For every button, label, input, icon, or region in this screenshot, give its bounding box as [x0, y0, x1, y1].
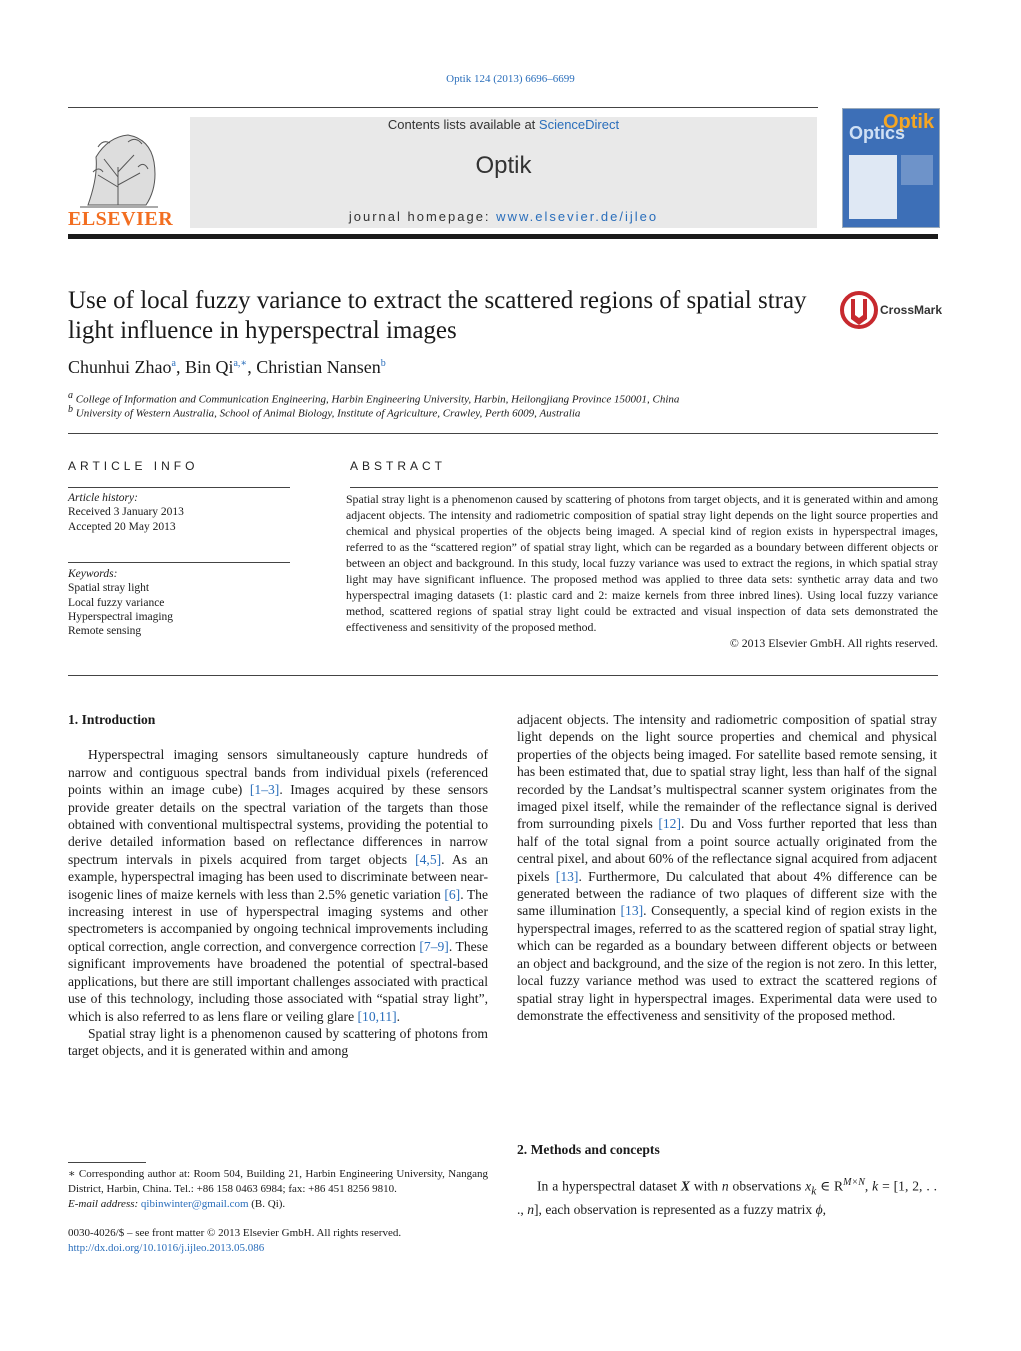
affiliation-mark: a: [68, 390, 73, 401]
paragraph-text: .: [396, 1008, 401, 1024]
keywords-label: Keywords:: [68, 568, 118, 580]
footnote-rule: [68, 1162, 146, 1163]
article-title: Use of local fuzzy variance to extract the scattered regions of spatial stray light influence in hyperspectral images: [68, 287, 807, 344]
affiliation-mark: b: [68, 404, 73, 415]
paragraph-text: Hyperspectral imaging sensors simultaneously capture hundreds of narrow and contiguous spectral bands from individual pixels (referenced points within an image cube): [68, 747, 488, 798]
methods-paragraph-1: [517, 1174, 937, 1218]
crossmark-icon: [840, 291, 878, 329]
reference-link[interactable]: [13]: [620, 903, 644, 919]
journal-cover-thumbnail[interactable]: [842, 108, 940, 228]
math-symbol: n: [527, 1202, 534, 1218]
math-symbol: ϕ: [815, 1202, 823, 1218]
author-list: Chunhui Zhao$^a$, Bin $Qi^{a,∗}$, Christian Nansen$^b$: [68, 357, 386, 377]
math-symbol: x: [805, 1178, 812, 1194]
history-label: Article history:: [68, 492, 138, 504]
reference-link[interactable]: [6]: [444, 886, 461, 902]
cover-title-2: Optics: [849, 123, 906, 143]
cover-contents-box: [849, 155, 897, 219]
methods-section: [517, 1141, 937, 1218]
footnote-star: ∗: [68, 1168, 76, 1180]
crossmark-badge[interactable]: [840, 291, 943, 329]
keyword: Remote sensing: [68, 625, 142, 638]
body-column-left: [68, 711, 488, 1060]
header-thick-rule: [68, 234, 938, 239]
methods-text: = [1, 2, . . .,: [517, 1178, 938, 1218]
email-suffix: (B. Qi).: [248, 1198, 286, 1210]
math-symbol: X: [680, 1178, 690, 1194]
methods-text: ], each observation is represented as a fuzzy matrix: [534, 1202, 816, 1218]
article-info-rule: [68, 487, 290, 488]
reference-link[interactable]: [1–3]: [249, 782, 280, 798]
article-history: [68, 491, 290, 534]
corresponding-author-footnote: [68, 1167, 488, 1212]
author-name: Bin Qi: [184, 357, 234, 377]
paragraph-text: . As an example, hyperspectral imaging has been used to discriminate between near-isogenic lines of maize kernels with less than 2.5% genetic variation: [68, 851, 488, 902]
email-link[interactable]: qibinwinter@gmail.com: [140, 1198, 249, 1210]
paragraph-text: . The increasing interest in use of hyperspectral imaging systems and other spectrometers is accompanied by ongoing technical improvements including optical correction, angle correction, and convergence correction: [68, 886, 489, 954]
abstract-text: Spatial stray light is a phenomenon caused by scattering of photons from target objects, and it is generated within and among adjacent objects. The intensity and radiometric composition of spatial stray light depends on the light source properties and chemical and physical properties of the objects being imaged. A special kind of region exists in hyperspectral images, referred to as the “scattered region” of spatial stray light, which can be regarded as a boundary between different objects or between an object and background. In this study, local fuzzy variance was used to extract the regions, in which spatial stray light may have significant influence. The proposed method was applied to three data sets: synthetic array data and two hyperspectral imaging datasets (1: plastic card and 2: maize kernels from three inbred lines). Using local fuzzy variance method, scattered regions of spatial stray light could be extracted and visual inspection of data sets demonstrated the effectiveness and sensitivity of the proposed method.: [346, 492, 938, 634]
cover-title-1: Optik: [883, 111, 935, 133]
journal-citation[interactable]: Optik 124 (2013) 6696–6699: [446, 73, 575, 85]
body-column-right: [517, 711, 937, 1024]
sciencedirect-link[interactable]: ScienceDirect: [538, 117, 620, 132]
paragraph-text: . These significant improvements have broadened the potential of spectral-based applications, but there are still important challenges associated with practical use of this technology, including those associated with “spatial stray light”, which is also referred to as lens flare or veiling glare: [68, 938, 488, 1024]
author-name: Chunhui Zhao: [68, 357, 172, 377]
keywords-rule: [68, 562, 290, 563]
math-symbol: n: [721, 1178, 729, 1194]
keyword: Spatial stray light: [68, 582, 150, 595]
doi-link[interactable]: http://dx.doi.org/10.1016/j.ijleo.2013.05.086: [68, 1242, 265, 1254]
front-matter-text: 0030-4026/$ – see front matter © 2013 Elsevier GmbH. All rights reserved.: [68, 1227, 402, 1239]
affiliation-text: University of Western Australia, School of Animal Biology, Institute of Agriculture, Crawley, Perth 6009, Australia: [75, 407, 581, 420]
paragraph-text: . Consequently, a special kind of region exists in the hyperspectral images, referred to as the scattered region of spatial stray light, which can be regarded as a boundary between different objects or between an object and background, and the size of the region is not zero. In this letter, local fuzzy variance method was used to extract the scattered regions of spatial stray light in hyperspectral images. Experimental data were used to demonstrate the effectiveness and sensitivity of the proposed method.: [517, 903, 938, 1023]
methods-text: with: [689, 1178, 722, 1194]
reference-link[interactable]: [13]: [555, 868, 579, 884]
reference-link[interactable]: [7–9]: [419, 938, 449, 954]
intro-paragraph-1: [68, 746, 488, 1025]
section-heading-introduction: 1. Introduction: [68, 712, 156, 727]
author-affiliation-mark[interactable]: b: [380, 358, 386, 369]
intro-paragraph-2: Spatial stray light is a phenomenon caused by scattering of photons from target objects, and it is generated within and among: [68, 1025, 488, 1059]
homepage-link[interactable]: www.elsevier.de/ijleo: [496, 209, 659, 224]
abstract-heading: ABSTRACT: [350, 459, 447, 473]
reference-link[interactable]: [12]: [658, 816, 682, 832]
crossmark-label: CrossMark: [880, 303, 943, 317]
cover-side-box: [901, 155, 933, 185]
footnote-text: Corresponding author at: Room 504, Building 21, Harbin Engineering University, Nangang District, Harbin, China. Tel.: +86 158 0463 6984; fax: +86 451 8256 9810.: [68, 1168, 488, 1195]
front-matter: [68, 1226, 488, 1256]
abstract-rule: [350, 487, 938, 488]
keyword: Hyperspectral imaging: [68, 610, 174, 623]
journal-name: Optik: [475, 152, 532, 179]
elsevier-logo-text: ELSEVIER: [68, 208, 174, 230]
email-label: E-mail address:: [68, 1198, 141, 1210]
author-affiliation-mark[interactable]: a: [171, 358, 176, 369]
methods-text: ∈ R: [816, 1178, 844, 1194]
affiliation-text: College of Information and Communication Engineering, Harbin Engineering University, Harbin, Heilongjiang Province 150001, China: [75, 393, 680, 406]
paragraph-text: . Images acquired by these sensors provide greater details on the spectral variation of the targets than those obtained with conventional multispectral systems, providing the potential to derive detailed information based on reflectance differences in narrow spectrum intervals in pixels acquired from target objects: [68, 782, 488, 867]
paragraph-text: . Du and Voss further reported that less than half of the total signal from a point source actually originated from the central pixel, and about 60% of the reflectance signal acquired from adjacent pixels: [517, 816, 937, 884]
accepted-date: Accepted 20 May 2013: [68, 520, 176, 533]
math-subscript: k: [811, 1185, 817, 1198]
keyword: Local fuzzy variance: [68, 596, 165, 609]
abstract-body: [346, 491, 938, 651]
affiliation-rule: [68, 433, 938, 434]
section-heading-methods: 2. Methods and concepts: [517, 1142, 660, 1157]
author-affiliation-mark[interactable]: a,∗: [233, 358, 248, 369]
paragraph-text: . Furthermore, Du calculated that about 4% difference can be generated between the radiance of two plaques of different size with the same illumination: [517, 868, 937, 919]
methods-text: ,: [864, 1178, 873, 1194]
article-info-heading: ARTICLE INFO: [68, 459, 199, 473]
homepage-prefix: journal homepage:: [348, 209, 497, 224]
journal-homepage: [190, 209, 817, 224]
contents-line: [190, 117, 817, 132]
contents-prefix: Contents lists available at: [387, 117, 539, 132]
header-rule: [68, 107, 818, 108]
received-date: Received 3 January 2013: [68, 506, 184, 519]
paragraph-text: adjacent objects. The intensity and radiometric composition of spatial stray light depends on the light source properties and chemical and physical properties of the objects being imaged. For satellite based remote sensing, it has been estimated that, due to spatial stray light, less than half of the signal recorded by the Landsat’s multispectral scanner system originates from the imaged pixel itself, while the remainder of the reflectance signal is derived from surrounding pixels: [517, 712, 937, 832]
author-name: Christian Nansen: [256, 357, 381, 377]
math-symbol: k: [872, 1178, 879, 1194]
methods-text: In a hyperspectral dataset: [537, 1178, 681, 1194]
abstract-bottom-rule: [68, 675, 938, 676]
methods-text: observations: [728, 1178, 806, 1194]
reference-link[interactable]: [10,11]: [357, 1008, 397, 1024]
math-superscript: M×N: [843, 1177, 865, 1189]
affiliation-b: [68, 404, 928, 420]
keywords: [68, 567, 290, 638]
reference-link[interactable]: [4,5]: [415, 851, 442, 867]
intro-paragraph-3: [517, 711, 937, 1024]
methods-text: ,: [822, 1202, 827, 1218]
abstract-copyright: © 2013 Elsevier GmbH. All rights reserved.: [729, 636, 938, 650]
